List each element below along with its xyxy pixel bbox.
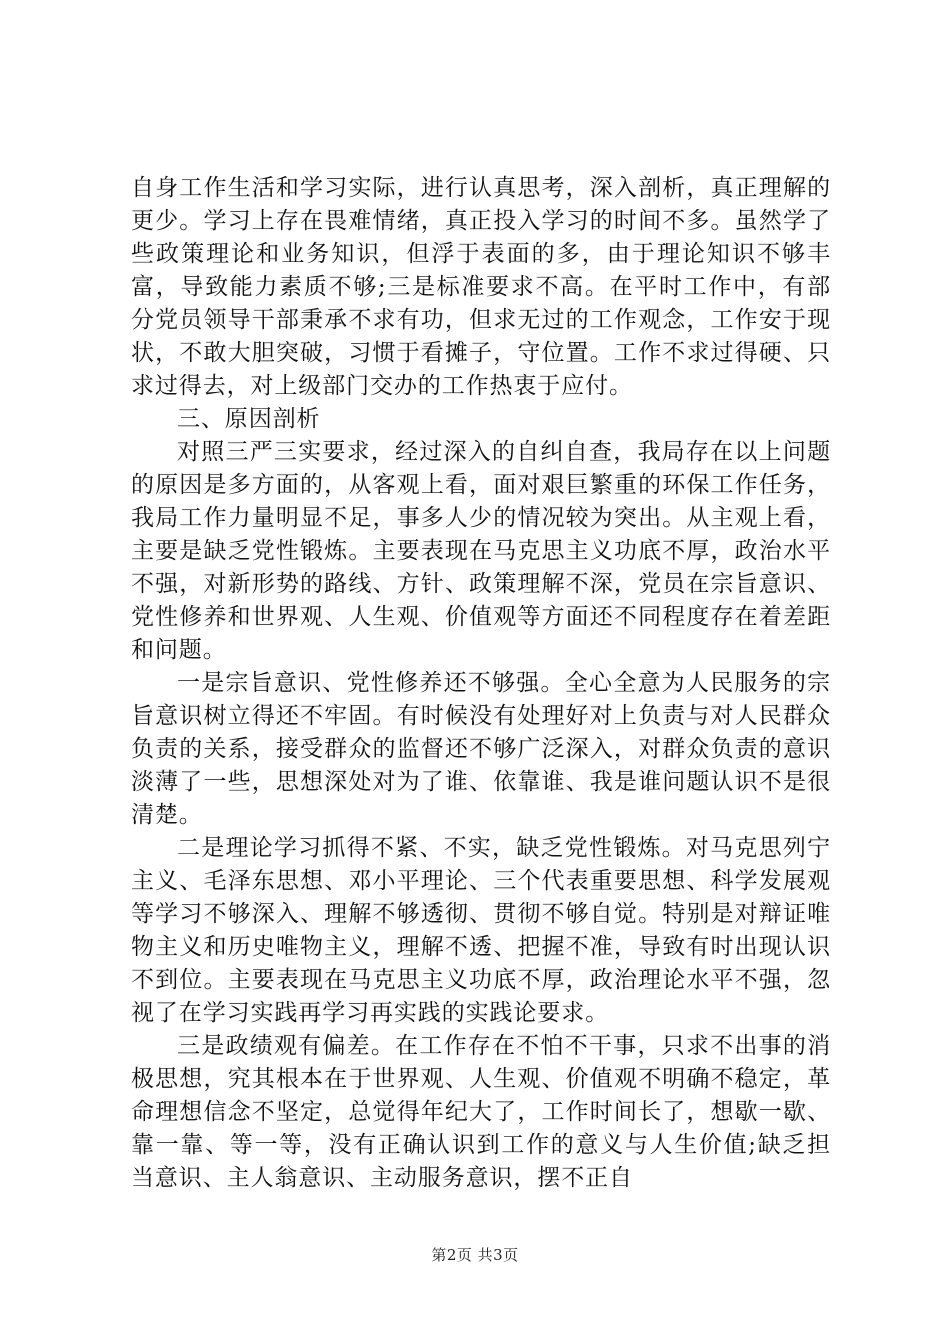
paragraph-point-two: 二是理论学习抓得不紧、不实，缺乏党性锻炼。对马克思列宁主义、毛泽东思想、邓小平理论、三个代表重要思想、科学发展观等学习不够深入、理解不够透彻、贯彻不够自觉。特别是对辩证唯物主义和历史唯物主义，理解不透、把握不准，导致有时出现认识不到位。主要表现在马克思主义功底不厚，政治理论水平不强，忽视了在学习实践再学习再实践的实践论要求。	[131, 835, 831, 1026]
document-body	[131, 172, 831, 1195]
section-heading: 三、原因剖析	[177, 406, 321, 432]
paragraph-point-three: 三是政绩观有偏差。在工作存在不怕不干事，只求不出事的消极思想，究其根本在于世界观、人生观、价值观不明确不稳定，革命理想信念不坚定，总觉得年纪大了，工作时间长了，想歇一歇、靠一靠、等一等，没有正确认识到工作的意义与人生价值;缺乏担当意识、主人翁意识、主动服务意识，摆不正自	[131, 1033, 831, 1191]
paragraph-point-one: 一是宗旨意识、党性修养还不够强。全心全意为人民服务的宗旨意识树立得还不牢固。有时候没有处理好对上负责与对人民群众负责的关系，接受群众的监督还不够广泛深入，对群众负责的意识淡薄了一些，思想深处对为了谁、依靠谁、我是谁问题认识不是很清楚。	[131, 670, 831, 828]
page-number-footer: 第2页 共3页	[431, 1246, 519, 1264]
paragraph-cause-analysis: 对照三严三实要求，经过深入的自纠自查，我局存在以上问题的原因是多方面的，从客观上看，面对艰巨繁重的环保工作任务，我局工作力量明显不足，事多人少的情况较为突出。从主观上看，主要是缺乏党性锻炼。主要表现在马克思主义功底不厚，政治水平不强，对新形势的路线、方针、政策理解不深，党员在宗旨意识、党性修养和世界观、人生观、价值观等方面还不同程度存在着差距和问题。	[131, 439, 831, 663]
paragraph-continuation: 自身工作生活和学习实际，进行认真思考，深入剖析，真正理解的更少。学习上存在畏难情绪，真正投入学习的时间不多。虽然学了些政策理论和业务知识，但浮于表面的多，由于理论知识不够丰富，导致能力素质不够;三是标准要求不高。在平时工作中，有部分党员领导干部秉承不求有功，但求无过的工作观念，工作安于现状，不敢大胆突破，习惯于看摊子，守位置。工作不求过得硬、只求过得去，对上级部门交办的工作热衷于应付。	[131, 175, 831, 399]
